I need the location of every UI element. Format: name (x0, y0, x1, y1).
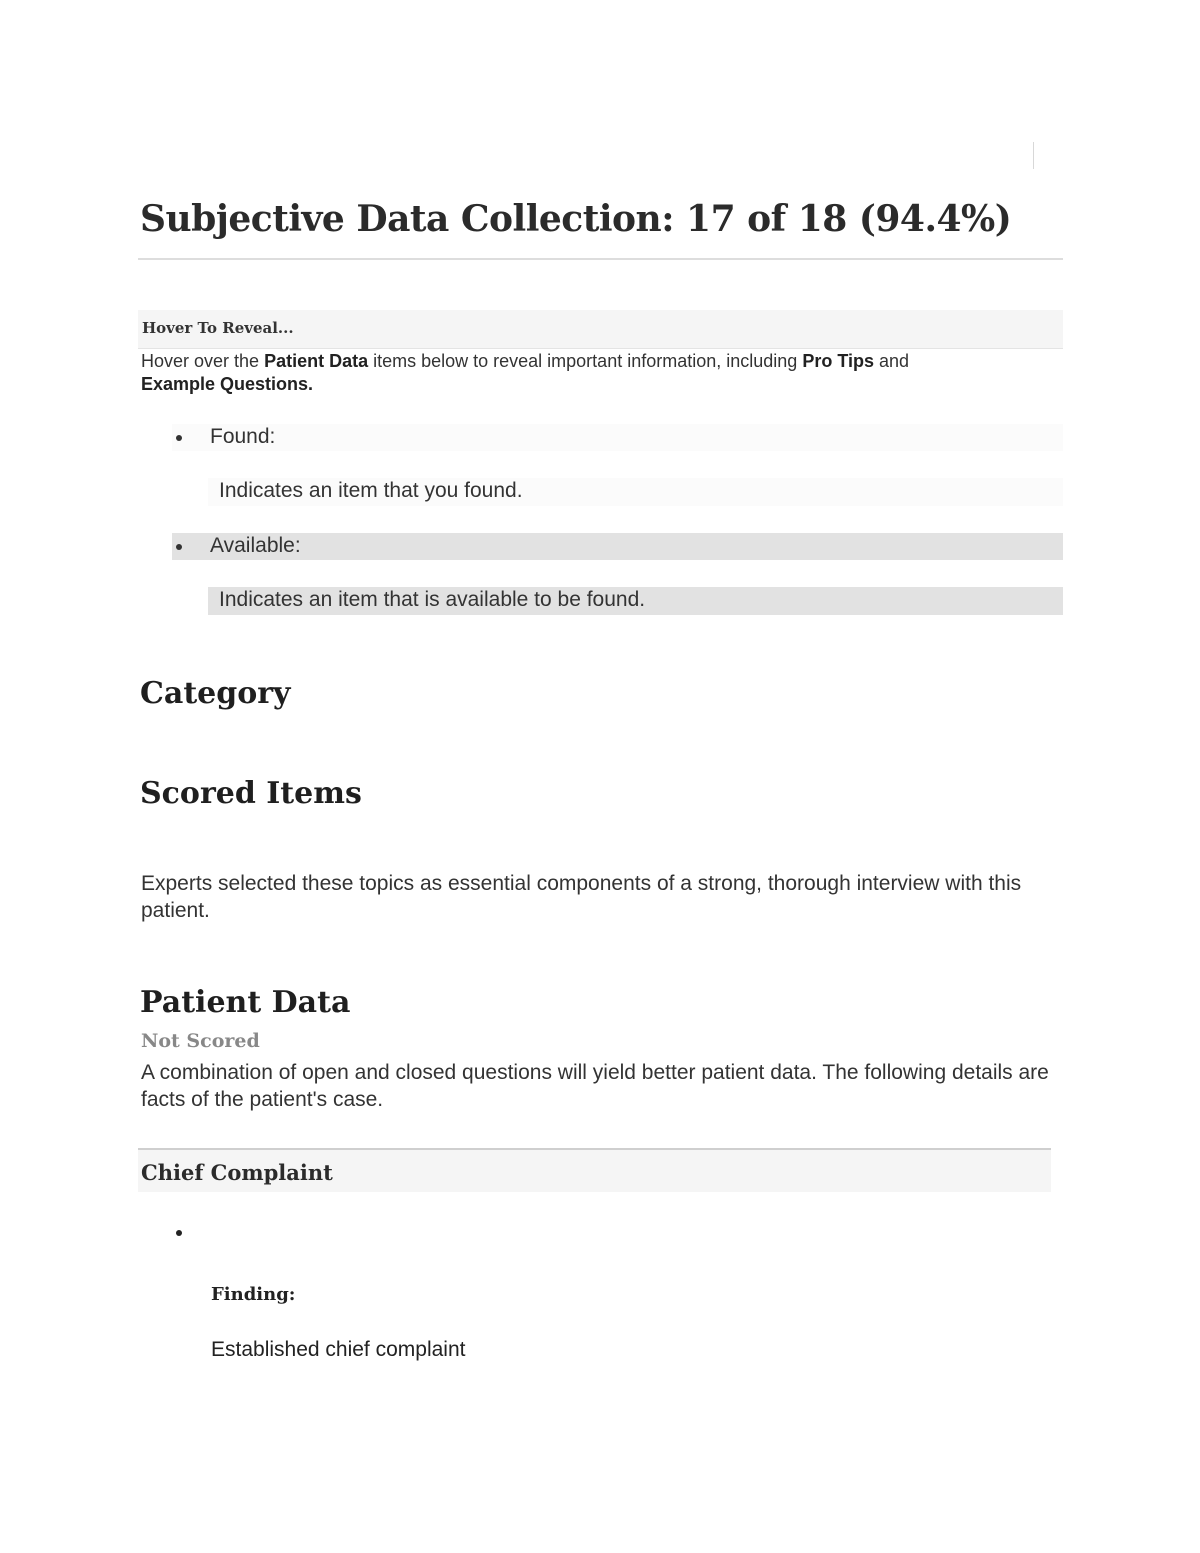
not-scored-label: Not Scored (141, 1030, 260, 1052)
intro-pro-tips: Pro Tips (802, 351, 874, 371)
legend-found-description (208, 478, 1063, 506)
legend-available-description (208, 587, 1063, 615)
chief-complaint-title: Chief Complaint (141, 1160, 333, 1185)
patient-data-description: A combination of open and closed questions will yield better patient data. The following details are facts of the patient's case. (141, 1061, 1049, 1111)
hover-heading: Hover To Reveal... (142, 319, 294, 337)
intro-and: and (874, 351, 910, 371)
chief-complaint-header[interactable] (138, 1148, 1051, 1192)
category-heading: Category (140, 676, 291, 711)
bullet-icon (176, 435, 182, 441)
title-divider (138, 258, 1063, 260)
legend-found-item (172, 424, 1063, 451)
legend-available-label: Available: (210, 534, 301, 557)
bullet-icon (176, 1230, 182, 1236)
patient-data-heading: Patient Data (140, 985, 351, 1020)
page-title: Subjective Data Collection: 17 of 18 (94.4%) (140, 198, 1012, 240)
finding-value[interactable]: Established chief complaint (211, 1338, 466, 1361)
intro-prefix: Hover over the (141, 351, 265, 371)
legend-available-text: Indicates an item that is available to be found. (219, 588, 646, 611)
scored-items-heading: Scored Items (140, 776, 362, 811)
legend-available-item (172, 533, 1063, 560)
intro-example-questions: Example Questions. (141, 374, 314, 394)
scored-items-description: Experts selected these topics as essential components of a strong, thorough interview with this patient. (141, 872, 1022, 922)
legend-found-text: Indicates an item that you found. (219, 479, 523, 502)
page-edge-mark (1033, 142, 1034, 169)
hover-instructions (141, 350, 941, 396)
intro-patient-data: Patient Data (264, 351, 369, 371)
finding-label: Finding: (211, 1284, 296, 1305)
bullet-icon (176, 544, 182, 550)
hover-to-reveal-box[interactable] (138, 310, 1063, 349)
legend-found-label: Found: (210, 425, 276, 448)
intro-mid: items below to reveal important information, including (368, 351, 803, 371)
